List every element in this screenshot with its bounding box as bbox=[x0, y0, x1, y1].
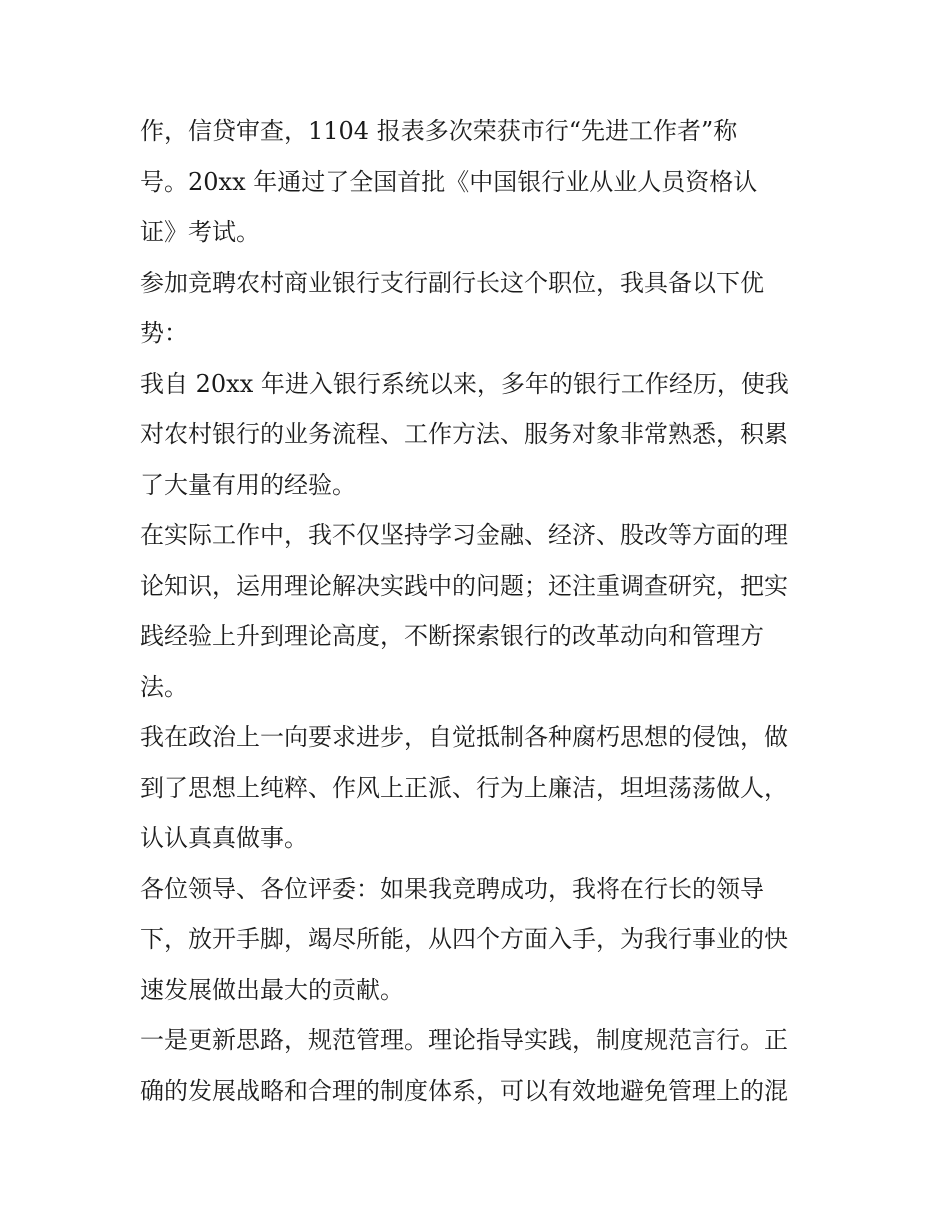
text-line: 论知识，运用理论解决实践中的问题；还注重调查研究，把实 bbox=[140, 571, 788, 600]
text-line: 证》考试。 bbox=[140, 218, 260, 246]
text-line: 到了思想上纯粹、作风上正派、行为上廉洁，坦坦荡荡做人， bbox=[140, 773, 788, 802]
text-line: 我自 20xx 年进入银行系统以来，多年的银行工作经历，使我 bbox=[140, 369, 789, 398]
text-line: 参加竞聘农村商业银行支行副行长这个职位，我具备以下优 bbox=[140, 268, 764, 297]
text-line: 确的发展战略和合理的制度体系，可以有效地避免管理上的混 bbox=[140, 1076, 788, 1105]
text-line: 践经验上升到理论高度，不断探索银行的改革动向和管理方 bbox=[140, 622, 764, 650]
text-line: 我在政治上一向要求进步，自觉抵制各种腐朽思想的侵蚀，做 bbox=[140, 723, 788, 751]
text-line: 了大量有用的经验。 bbox=[140, 470, 356, 499]
text-line: 下，放开手脚，竭尽所能，从四个方面入手，为我行事业的快 bbox=[140, 925, 788, 953]
text-line: 一是更新思路，规范管理。理论指导实践，制度规范言行。正 bbox=[140, 1026, 788, 1054]
text-line: 认认真真做事。 bbox=[140, 824, 308, 852]
text-line: 在实际工作中，我不仅坚持学习金融、经济、股改等方面的理 bbox=[140, 521, 788, 549]
text-line: 速发展做出最大的贡献。 bbox=[140, 975, 404, 1004]
document-body bbox=[140, 106, 830, 1116]
text-line: 势： bbox=[140, 319, 188, 347]
text-line: 法。 bbox=[140, 672, 188, 701]
text-line: 号。20xx 年通过了全国首批《中国银行业从业人员资格认 bbox=[140, 167, 758, 196]
text-line: 各位领导、各位评委：如果我竞聘成功，我将在行长的领导 bbox=[140, 874, 764, 903]
text-line: 作，信贷审查，1104 报表多次荣获市行“先进工作者”称 bbox=[140, 117, 738, 145]
text-line: 对农村银行的业务流程、工作方法、服务对象非常熟悉，积累 bbox=[140, 420, 788, 448]
